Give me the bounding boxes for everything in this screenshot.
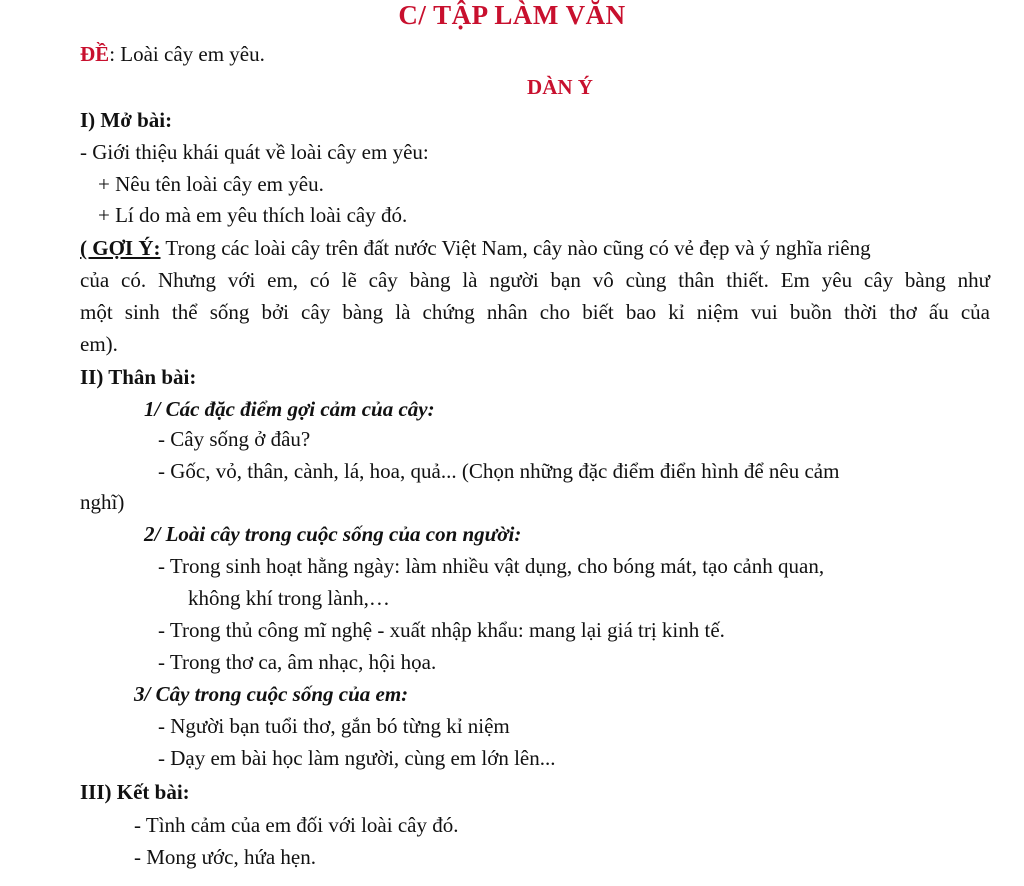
- section-3-line-1: - Người bạn tuổi thơ, gắn bó từng kỉ niệm: [158, 714, 510, 738]
- topic-text: : Loài cây em yêu.: [109, 42, 265, 66]
- section-3-line-2: - Dạy em bài học làm người, cùng em lớn lên...: [158, 746, 556, 770]
- section-2-line-1: - Trong sinh hoạt hằng ngày: làm nhiều vật dụng, cho bóng mát, tạo cảnh quan,: [158, 554, 825, 578]
- page-title: C/ TẬP LÀM VĂN: [398, 0, 626, 30]
- section-1-line-2-cont: nghĩ): [80, 490, 125, 514]
- section-1-line-2: - Gốc, vỏ, thân, cành, lá, hoa, quả... (Chọn những đặc điểm điển hình để nêu cảm: [158, 459, 840, 483]
- section-1-heading: 1/ Các đặc điểm gợi cảm của cây:: [144, 397, 435, 421]
- conclusion-line-1: - Tình cảm của em đối với loài cây đó.: [134, 813, 459, 837]
- section-2-line-2: - Trong thủ công mĩ nghệ - xuất nhập khẩu: mang lại giá trị kinh tế.: [158, 618, 725, 642]
- section-2-line-3: - Trong thơ ca, âm nhạc, hội họa.: [158, 650, 437, 674]
- hint-line-4: em).: [80, 332, 118, 356]
- hint-line-1: [80, 235, 871, 261]
- section-3-heading: 3/ Cây trong cuộc sống của em:: [134, 682, 409, 706]
- section-2-heading: 2/ Loài cây trong cuộc sống của con người:: [144, 522, 522, 546]
- hint-label: ( GỢI Ý:: [80, 236, 161, 260]
- intro-heading: I) Mở bài:: [80, 108, 173, 132]
- intro-line: - Giới thiệu khái quát về loài cây em yêu:: [80, 140, 429, 164]
- hint-text-1: Trong các loài cây trên đất nước Việt Nam, cây nào cũng có vẻ đẹp và ý nghĩa riêng: [160, 236, 871, 260]
- outline-heading: DÀN Ý: [527, 75, 593, 99]
- section-2-line-1-cont: không khí trong lành,…: [188, 586, 390, 610]
- topic-line: [80, 41, 265, 67]
- section-1-line-1: - Cây sống ở đâu?: [158, 427, 311, 451]
- conclusion-line-2: - Mong ước, hứa hẹn.: [134, 845, 316, 869]
- hint-line-3: một sinh thể sống bởi cây bàng là chứng nhân cho biết bao kỉ niệm vui buồn thời thơ ấu của: [80, 300, 990, 324]
- hint-line-2: của có. Nhưng với em, có lẽ cây bàng là người bạn vô cùng thân thiết. Em yêu cây bàng như: [80, 268, 990, 292]
- conclusion-heading: III) Kết bài:: [80, 780, 190, 804]
- intro-item-1: + Nêu tên loài cây em yêu.: [98, 172, 324, 196]
- intro-item-2: + Lí do mà em yêu thích loài cây đó.: [98, 203, 408, 227]
- topic-label: ĐỀ: [80, 42, 110, 66]
- body-heading: II) Thân bài:: [80, 365, 197, 389]
